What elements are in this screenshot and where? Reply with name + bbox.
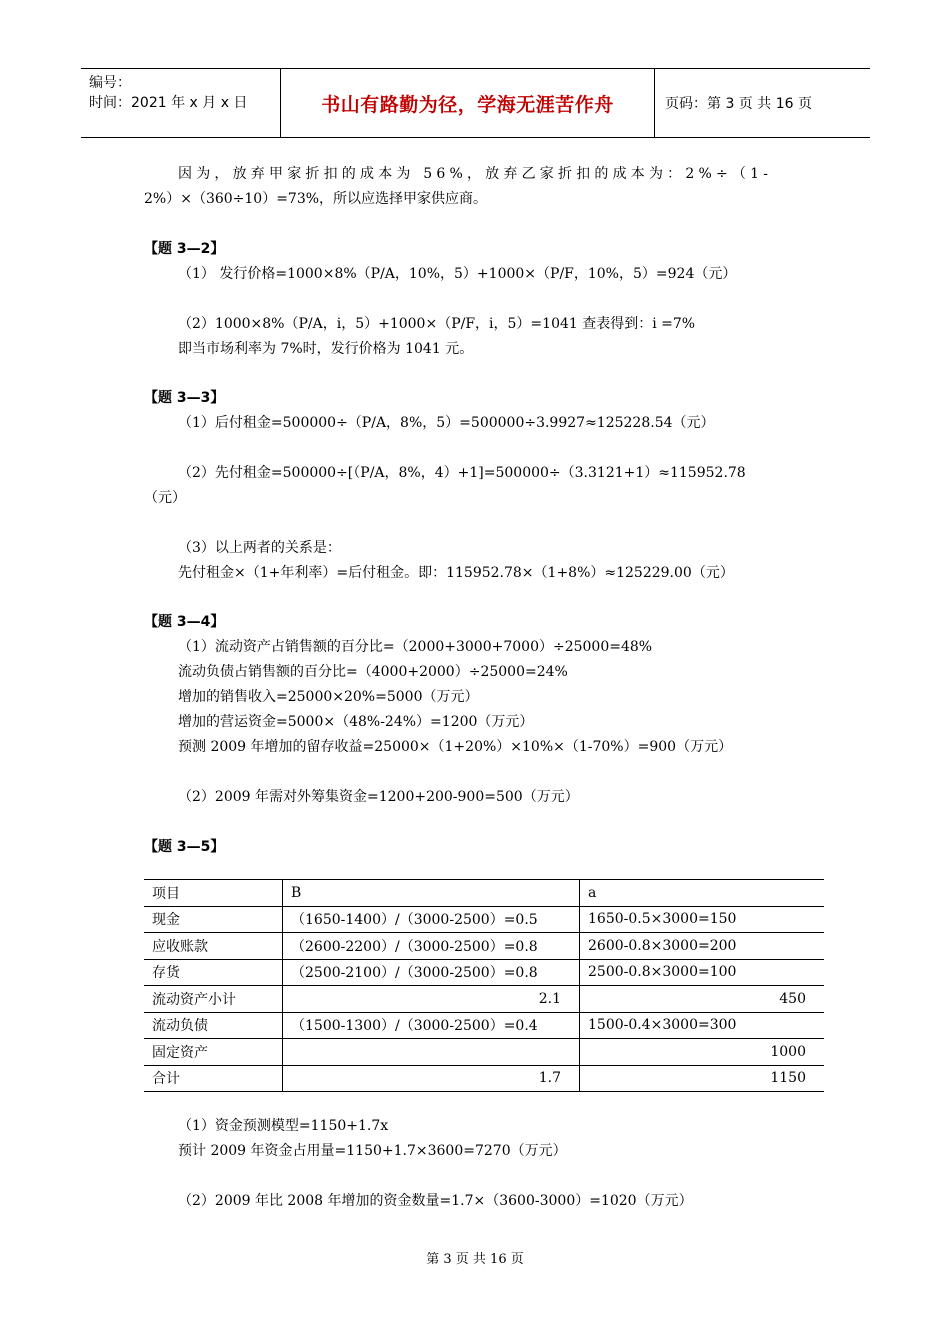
- table-cell: （1650-1400）/（3000-2500）=0.5: [283, 906, 580, 933]
- page-header: [81, 68, 870, 138]
- question-title: 【题 3—4】: [144, 614, 225, 630]
- paragraph-line: 预测 2009 年增加的留存收益=25000×（1+20%）×10%×（1-70%）=900（万元）: [178, 739, 733, 755]
- table-cell: 流动资产小计: [144, 986, 283, 1013]
- question-title: 【题 3—2】: [144, 241, 225, 257]
- paragraph-line: 先付租金×（1+年利率）=后付租金。即：115952.78×（1+8%）≈125229.00（元）: [178, 565, 734, 581]
- header-time-label: 时间：2021 年 x 月 x 日: [89, 95, 248, 111]
- table-row: [144, 1012, 824, 1039]
- paragraph-line: （2）2009 年需对外筹集资金=1200+200-900=500（万元）: [178, 789, 579, 805]
- table-row: [144, 933, 824, 960]
- table-cell: 流动负债: [144, 1012, 283, 1039]
- paragraph-line: 因为，放弃甲家折扣的成本为 56%，放弃乙家折扣的成本为：2%÷（1-: [178, 166, 773, 182]
- table-header-row: [144, 880, 824, 907]
- table-cell: 固定资产: [144, 1039, 283, 1066]
- paragraph-line: 增加的销售收入=25000×20%=5000（万元）: [178, 689, 479, 705]
- paragraph-line: （1）资金预测模型=1150+1.7x: [178, 1118, 389, 1134]
- paragraph-line: （元）: [144, 490, 186, 506]
- paragraph-line: （1） 发行价格=1000×8%（P/A，10%，5）+1000×（P/F，10%，5）=924（元）: [178, 266, 737, 282]
- table-cell: 1150: [580, 1065, 825, 1092]
- paragraph-line: （3）以上两者的关系是：: [178, 540, 341, 556]
- paragraph-line: （2）1000×8%（P/A，i，5）+1000×（P/F，i，5）=1041 查表得到：i =7%: [178, 316, 696, 332]
- table-cell: （1500-1300）/（3000-2500）=0.4: [283, 1012, 580, 1039]
- table-cell: 2500-0.8×3000=100: [580, 959, 825, 986]
- forecast-table: [144, 879, 824, 1092]
- question-title: 【题 3—5】: [144, 839, 225, 855]
- table-cell: 存货: [144, 959, 283, 986]
- table-row: [144, 906, 824, 933]
- table-cell: 现金: [144, 906, 283, 933]
- paragraph-line: （2）2009 年比 2008 年增加的资金数量=1.7×（3600-3000）=1020（万元）: [178, 1193, 693, 1209]
- table-cell: （2600-2200）/（3000-2500）=0.8: [283, 933, 580, 960]
- table-cell: 合计: [144, 1065, 283, 1092]
- paragraph-line: （2）先付租金=500000÷[（P/A，8%，4）+1]=500000÷（3.3121+1）≈115952.78: [178, 465, 746, 481]
- header-number-label: 编号：: [89, 75, 131, 91]
- paragraph-line: 预计 2009 年资金占用量=1150+1.7×3600=7270（万元）: [178, 1143, 567, 1159]
- table-row: [144, 959, 824, 986]
- table-cell: [283, 1039, 580, 1066]
- table-cell: 应收账款: [144, 933, 283, 960]
- table-header-cell: B: [283, 880, 580, 907]
- table-cell: 1500-0.4×3000=300: [580, 1012, 825, 1039]
- header-motto: 书山有路勤为径，学海无涯苦作舟: [281, 69, 655, 137]
- table-cell: 2.1: [283, 986, 580, 1013]
- header-page-label: 页码：第 3 页 共 16 页: [665, 96, 812, 112]
- table-cell: 1650-0.5×3000=150: [580, 906, 825, 933]
- table-cell: 1000: [580, 1039, 825, 1066]
- table-header-cell: 项目: [144, 880, 283, 907]
- table-cell: 450: [580, 986, 825, 1013]
- paragraph-line: （1）后付租金=500000÷（P/A，8%，5）=500000÷3.9927≈125228.54（元）: [178, 415, 715, 431]
- table-row: [144, 1065, 824, 1092]
- table-cell: 1.7: [283, 1065, 580, 1092]
- table-row: [144, 1039, 824, 1066]
- table-header-cell: a: [580, 880, 825, 907]
- header-meta: [81, 69, 281, 137]
- paragraph-line: 2%）×（360÷10）=73%，所以应选择甲家供应商。: [144, 191, 488, 207]
- paragraph-line: 即当市场利率为 7%时，发行价格为 1041 元。: [178, 341, 474, 357]
- question-title: 【题 3—3】: [144, 390, 225, 406]
- paragraph-line: 流动负债占销售额的百分比=（4000+2000）÷25000=24%: [178, 664, 568, 680]
- page-footer: 第 3 页 共 16 页: [426, 1252, 524, 1267]
- table-cell: （2500-2100）/（3000-2500）=0.8: [283, 959, 580, 986]
- paragraph-line: 增加的营运资金=5000×（48%-24%）=1200（万元）: [178, 714, 534, 730]
- table-cell: 2600-0.8×3000=200: [580, 933, 825, 960]
- paragraph-line: （1）流动资产占销售额的百分比=（2000+3000+7000）÷25000=48%: [178, 639, 653, 655]
- table-row: [144, 986, 824, 1013]
